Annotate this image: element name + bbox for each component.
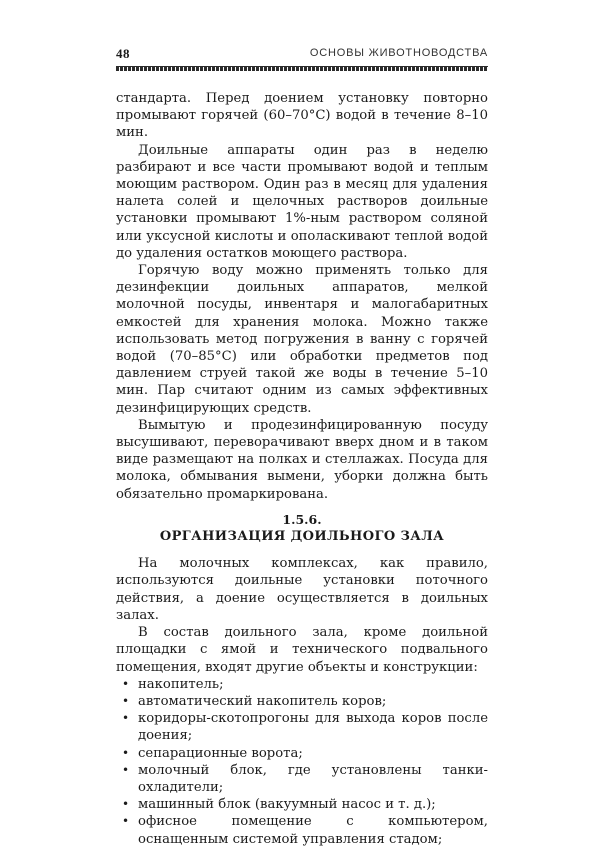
bullet-icon: • <box>122 762 130 777</box>
paragraph: На молочных комплексах, как правило, используются доильные установки поточного действия, а доение осуществляется в доильных залах. <box>116 556 488 623</box>
bullet-icon: • <box>122 745 130 760</box>
section-number: 1.5.6. <box>282 511 322 527</box>
header-rule <box>116 66 488 71</box>
list-item: • сепарационные ворота; <box>122 745 303 761</box>
list-item: • молочный блок, где установлены танки-охладители; <box>122 762 488 795</box>
paragraph-continuation: стандарта. Перед доением установку повторно промывают горячей (60–70°C) водой в течение 8–10 мин. <box>116 91 488 141</box>
paragraph: В состав доильного зала, кроме доильной площадки с ямой и технического подвального помещения, входят другие объекты и конструкции: <box>116 625 488 675</box>
bullet-icon: • <box>122 814 130 829</box>
list-item: • коридоры-скотопрогоны для выхода коров после доения; <box>122 711 488 744</box>
list-item: • накопитель; <box>122 676 224 692</box>
bullet-icon: • <box>122 693 130 708</box>
paragraph: Вымытую и продезинфицированную посуду высушивают, переворачивают вверх дном и в таком виде размещают на полках и стеллажах. Посуда для молока, обмывания вымени, уборки должна быть обязательно промаркирована. <box>116 417 488 502</box>
list-item: • офисное помещение с компьютером, оснащенным системой управления стадом; <box>122 814 488 847</box>
bullet-list <box>116 676 488 848</box>
running-title: ОСНОВЫ ЖИВОТНОВОДСТВА <box>309 47 488 59</box>
page-number: 48 <box>116 46 130 61</box>
section-title: ОРГАНИЗАЦИЯ ДОИЛЬНОГО ЗАЛА <box>159 529 445 545</box>
list-item: • автоматический накопитель коров; <box>122 693 387 709</box>
bullet-icon: • <box>122 676 130 691</box>
list-item: • машинный блок (вакуумный насос и т. д.); <box>122 797 436 813</box>
page-header <box>116 46 488 62</box>
bullet-icon: • <box>122 711 130 726</box>
bullet-icon: • <box>122 797 130 812</box>
page-body <box>116 90 488 848</box>
paragraph: Горячую воду можно применять только для дезинфекции доильных аппаратов, мелкой молочной посуды, инвентаря и малогабаритных емкостей для хранения молока. Можно также использовать метод погружения в ванну с горячей водой (70–85°C) или обработки предметов под давлением струей такой же воды в течение 5–10 мин. Пар считают одним из самых эффективных дезинфицирующих средств. <box>116 263 488 416</box>
paragraph: Доильные аппараты один раз в неделю разбирают и все части промывают водой и теплым моющим раствором. Один раз в месяц для удаления налета солей и щелочных растворов доильные установки промывают 1%-ным раствором соляной или уксусной кислоты и ополаскивают теплой водой до удаления остатков моющего раствора. <box>116 142 488 261</box>
